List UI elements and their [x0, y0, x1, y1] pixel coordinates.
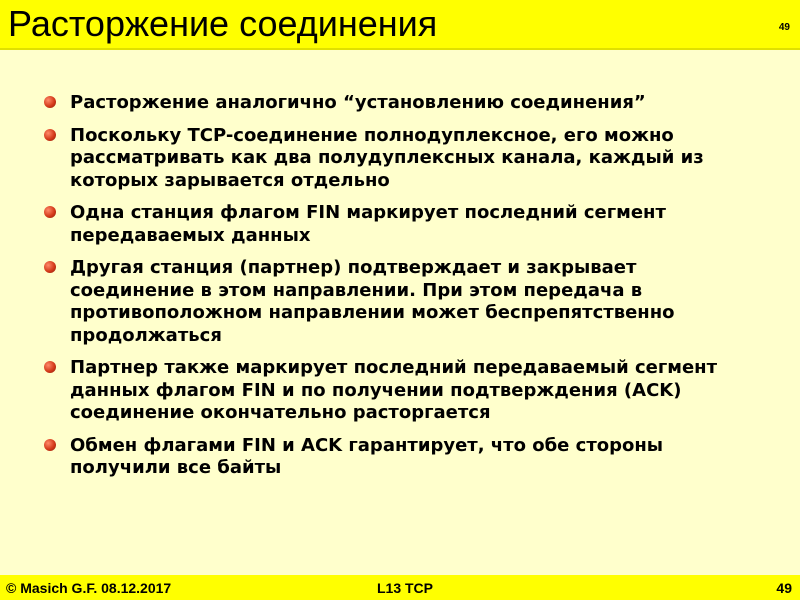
bullet-text: Другая станция (партнер) подтверждает и закрывает соединение в этом направлении. При этом передача в противоположном направлении может беспрепятственно продолжаться [70, 257, 675, 346]
bullet-dot-icon [44, 206, 56, 218]
bullet-dot-icon [44, 129, 56, 141]
bullet-item [42, 125, 762, 193]
top-page-number: 49 [778, 22, 790, 33]
footer-bar [0, 575, 800, 600]
bullet-text: Партнер также маркирует последний передаваемый сегмент данных флагом FIN и по получении подтверждения (ACK) соединение окончательно расторгается [70, 357, 718, 423]
bullet-list [42, 92, 762, 490]
bullet-dot-icon [44, 96, 56, 108]
bullet-dot-icon [44, 439, 56, 451]
title-bar [0, 0, 800, 50]
slide-title: Расторжение соединения [8, 3, 438, 44]
bullet-text: Обмен флагами FIN и ACK гарантирует, что обе стороны получили все байты [70, 434, 664, 478]
bullet-item [42, 435, 762, 480]
bullet-dot-icon [44, 261, 56, 273]
bullet-text: Расторжение аналогично “установлению соединения” [70, 92, 646, 113]
bullet-item [42, 357, 762, 425]
bullet-text: Поскольку TCP-соединение полнодуплексное, его можно рассматривать как два полудуплексных канала, каждый из которых зарывается отдельно [70, 124, 704, 191]
footer-author: © Masich G.F. 08.12.2017 [6, 580, 172, 596]
bullet-item [42, 257, 762, 347]
bullet-item [42, 92, 762, 115]
bullet-text: Одна станция флагом FIN маркирует последний сегмент передаваемых данных [70, 202, 666, 246]
bullet-item [42, 202, 762, 247]
footer-lecture: L13 TCP [376, 580, 434, 596]
footer-page-number: 49 [776, 580, 792, 596]
bullet-dot-icon [44, 361, 56, 373]
